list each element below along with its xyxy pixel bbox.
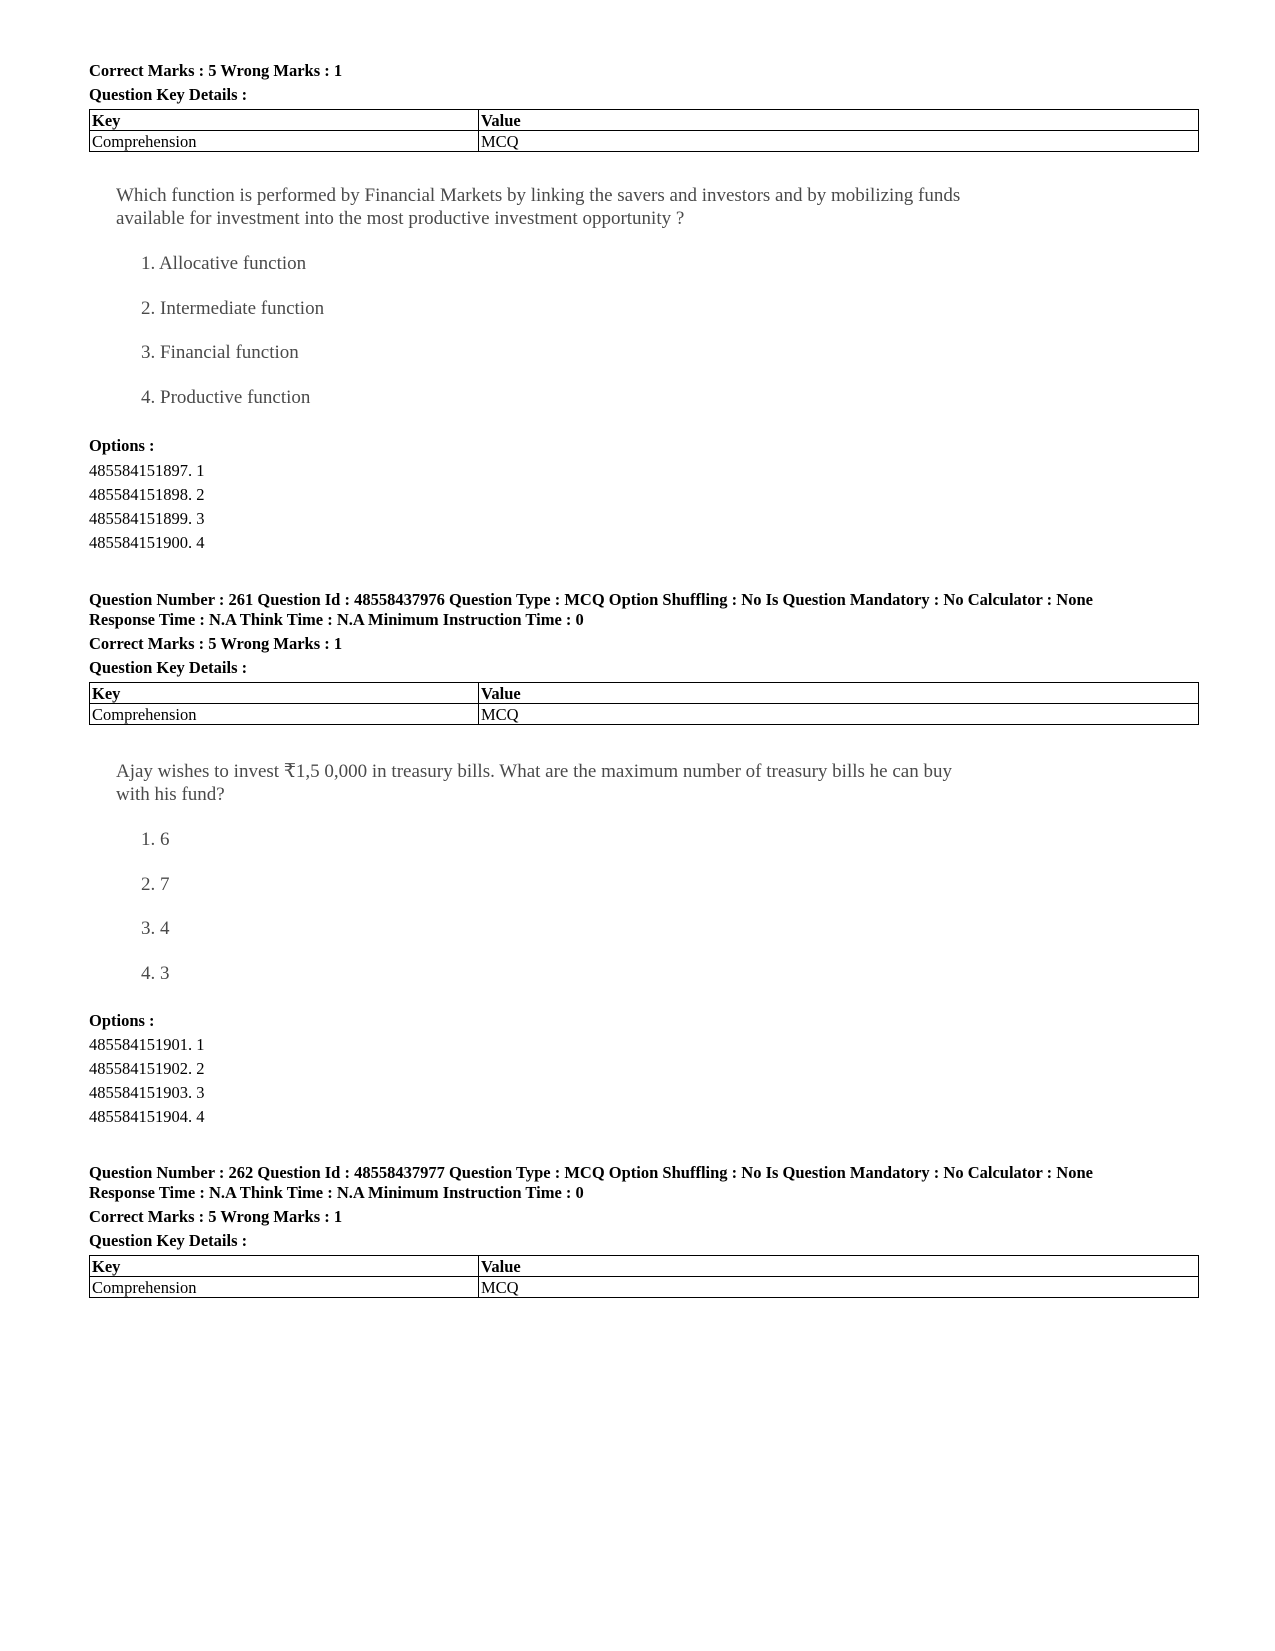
option-id-line: 485584151902. 2 xyxy=(89,1059,205,1078)
marks-line: Correct Marks : 5 Wrong Marks : 1 xyxy=(89,634,343,653)
table-row xyxy=(90,1277,1199,1298)
question-header-line: Response Time : N.A Think Time : N.A Minimum Instruction Time : 0 xyxy=(89,1183,584,1202)
table-key-header: Key xyxy=(90,683,479,704)
question-image xyxy=(116,760,1016,990)
table-value-header: Value xyxy=(479,110,1199,131)
table-key-cell: Comprehension xyxy=(90,1277,479,1298)
option-id-line: 485584151901. 1 xyxy=(89,1035,205,1054)
table-value-cell: MCQ xyxy=(479,131,1199,152)
question-option: 1. 6 xyxy=(141,829,170,850)
table-key-header: Key xyxy=(90,110,479,131)
table-header-row xyxy=(90,683,1199,704)
question-header-line: Question Number : 261 Question Id : 48558437976 Question Type : MCQ Option Shuffling : No Is Question Mandatory : No Calculator : None xyxy=(89,590,1093,609)
question-stem-line: Ajay wishes to invest ₹1,5 0,000 in treasury bills. What are the maximum number of treasury bills he can buy xyxy=(116,761,952,782)
question-image xyxy=(116,184,1016,414)
question-stem-line: Which function is performed by Financial Markets by linking the savers and investors and by mobilizing funds xyxy=(116,185,961,206)
question-stem-line: available for investment into the most productive investment opportunity ? xyxy=(116,208,685,229)
table-key-header: Key xyxy=(90,1256,479,1277)
question-option: 4. Productive function xyxy=(141,387,311,408)
table-value-cell: MCQ xyxy=(479,1277,1199,1298)
key-details-label: Question Key Details : xyxy=(89,658,248,677)
question-option: 1. Allocative function xyxy=(141,253,307,274)
table-value-header: Value xyxy=(479,1256,1199,1277)
table-key-cell: Comprehension xyxy=(90,131,479,152)
option-id-line: 485584151898. 2 xyxy=(89,485,205,504)
option-id-line: 485584151904. 4 xyxy=(89,1107,205,1126)
question-option: 2. Intermediate function xyxy=(141,298,325,319)
table-row xyxy=(90,704,1199,725)
table-row xyxy=(90,131,1199,152)
key-details-table xyxy=(89,1255,1199,1298)
option-id-line: 485584151897. 1 xyxy=(89,461,205,480)
table-value-cell: MCQ xyxy=(479,704,1199,725)
table-key-cell: Comprehension xyxy=(90,704,479,725)
key-details-table xyxy=(89,682,1199,725)
table-header-row xyxy=(90,1256,1199,1277)
question-header-line: Question Number : 262 Question Id : 48558437977 Question Type : MCQ Option Shuffling : No Is Question Mandatory : No Calculator : None xyxy=(89,1163,1093,1182)
marks-line: Correct Marks : 5 Wrong Marks : 1 xyxy=(89,61,343,80)
marks-line: Correct Marks : 5 Wrong Marks : 1 xyxy=(89,1207,343,1226)
options-label: Options : xyxy=(89,1011,155,1030)
question-option: 2. 7 xyxy=(141,874,170,895)
key-details-label: Question Key Details : xyxy=(89,1231,248,1250)
question-option: 4. 3 xyxy=(141,963,170,984)
table-header-row xyxy=(90,110,1199,131)
question-option: 3. 4 xyxy=(141,918,170,939)
option-id-line: 485584151899. 3 xyxy=(89,509,205,528)
question-header-line: Response Time : N.A Think Time : N.A Minimum Instruction Time : 0 xyxy=(89,610,584,629)
option-id-line: 485584151900. 4 xyxy=(89,533,205,552)
key-details-label: Question Key Details : xyxy=(89,85,248,104)
option-id-line: 485584151903. 3 xyxy=(89,1083,205,1102)
table-value-header: Value xyxy=(479,683,1199,704)
key-details-table xyxy=(89,109,1199,152)
question-option: 3. Financial function xyxy=(141,342,299,363)
options-label: Options : xyxy=(89,436,155,455)
question-stem-line: with his fund? xyxy=(116,784,225,805)
